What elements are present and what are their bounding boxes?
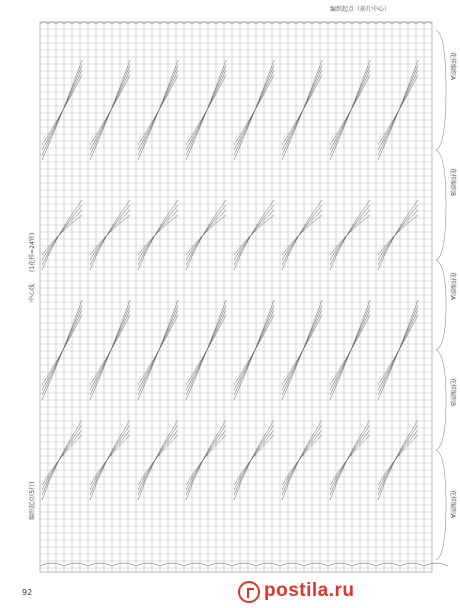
right-label-b2: 花样编织B: [449, 378, 456, 407]
watermark-logo-icon: [238, 581, 260, 603]
right-label-a1: 花样编织A: [449, 52, 456, 81]
foundation-arc: [112, 563, 136, 566]
foundation-arc: [352, 563, 376, 566]
foundation-arc: [40, 563, 64, 566]
chart-frame: [40, 22, 432, 572]
foundation-arc: [256, 563, 280, 566]
left-label-start: 编织起点(5行): [29, 481, 36, 520]
foundation-arc: [424, 563, 448, 566]
left-label-repeat: (1花样=24针): [29, 232, 36, 272]
foundation-arc: [184, 563, 208, 566]
section-bracket: [436, 260, 446, 350]
top-label: 编织起点（前片中心）: [330, 6, 391, 13]
foundation-arc: [208, 563, 232, 566]
page-number: 92: [22, 588, 33, 597]
foundation-arc: [376, 563, 400, 566]
right-label-a2: 花样编织A: [449, 272, 456, 301]
left-label-center: 中心线: [29, 283, 36, 302]
foundation-arc: [328, 563, 352, 566]
watermark-text: postila.ru: [264, 580, 355, 601]
section-bracket: [436, 350, 446, 450]
foundation-arc: [136, 563, 160, 566]
foundation-arc: [160, 563, 184, 566]
foundation-arc: [304, 563, 328, 566]
section-bracket: [436, 30, 446, 150]
foundation-arc: [280, 563, 304, 566]
foundation-arc: [400, 563, 424, 566]
foundation-arc: [232, 563, 256, 566]
right-label-a3: 花样编织A: [449, 490, 456, 519]
foundation-arc: [64, 563, 88, 566]
section-bracket: [436, 150, 446, 260]
section-bracket: [436, 450, 446, 560]
right-label-b1: 花样编织B: [449, 168, 456, 197]
watermark: [238, 581, 460, 603]
foundation-arc: [88, 563, 112, 566]
